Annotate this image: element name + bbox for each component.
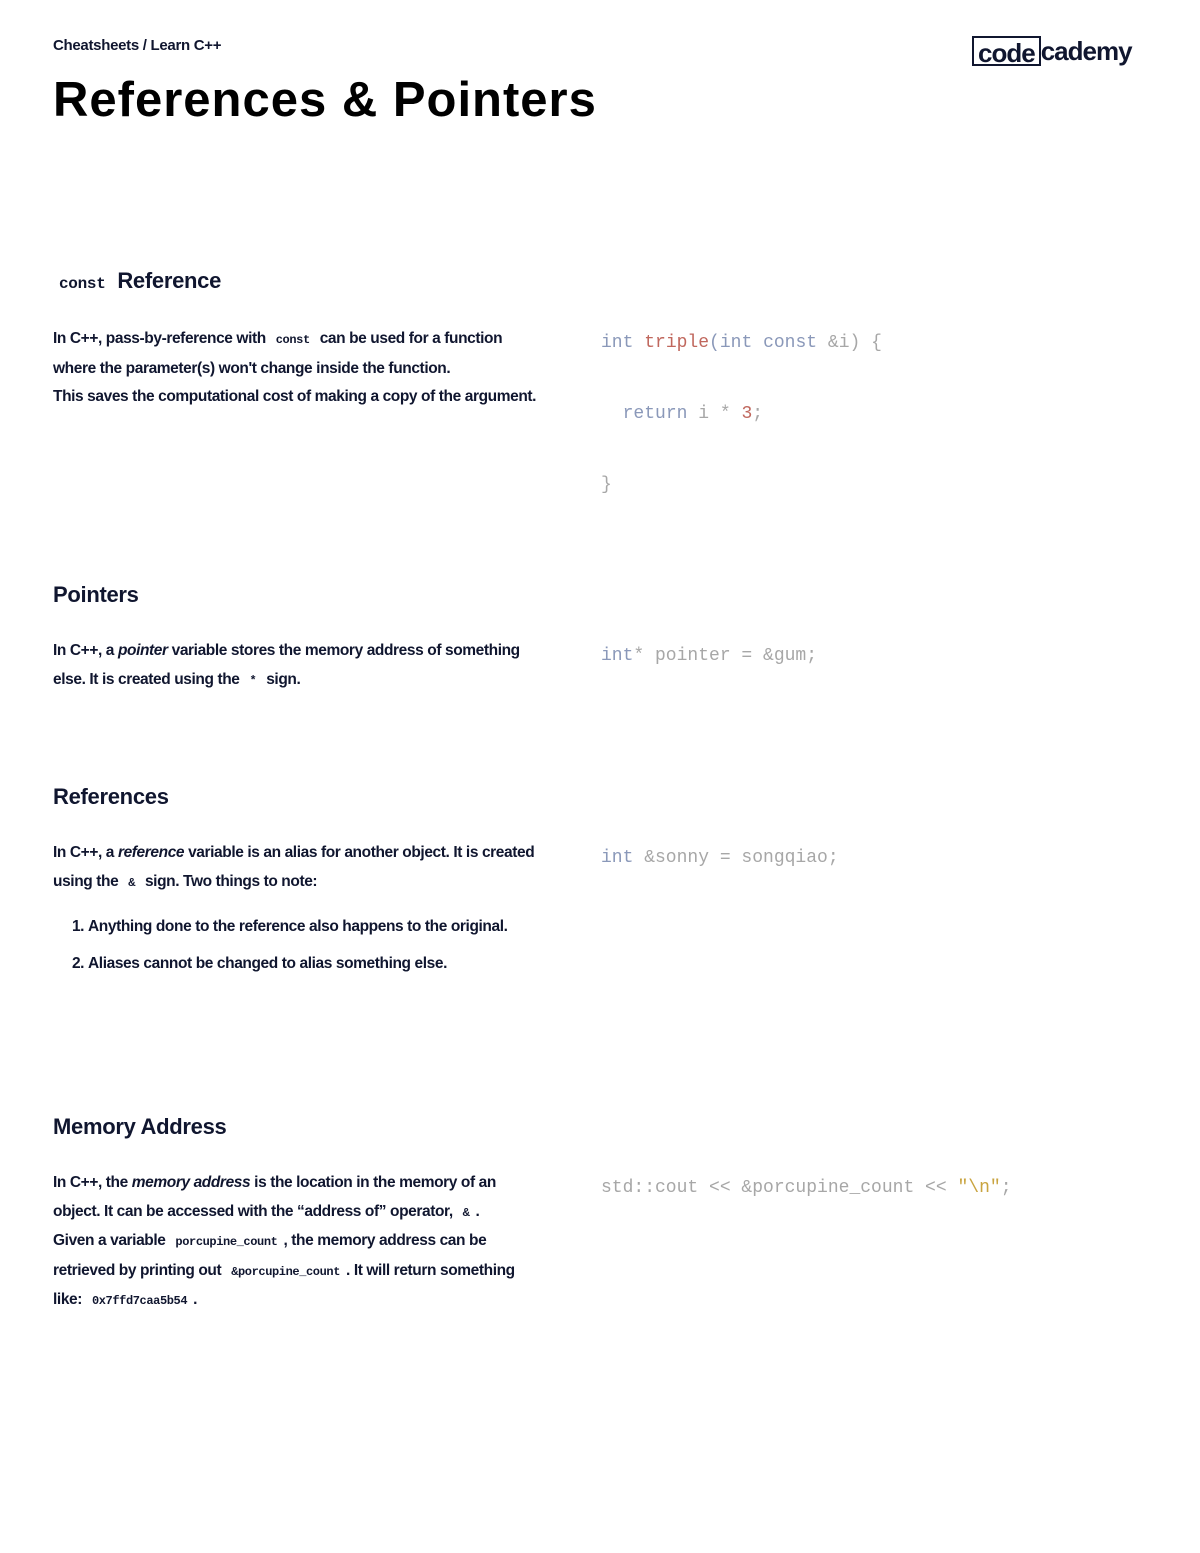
codecademy-logo[interactable] bbox=[972, 36, 1132, 66]
section-description bbox=[53, 1169, 543, 1316]
inline-code: &porcupine_count bbox=[231, 1264, 341, 1279]
logo-rest-text: cademy bbox=[1040, 36, 1132, 66]
section-pointers bbox=[53, 582, 1153, 688]
inline-code: porcupine_count bbox=[175, 1235, 278, 1249]
list-item: 2. Aliases cannot be changed to alias something else. bbox=[88, 950, 543, 979]
section-memory-address bbox=[53, 1114, 1153, 1308]
inline-code: 0x7ffd7caa5b54 bbox=[91, 1294, 188, 1308]
list-item: 1. Anything done to the reference also happens to the original. bbox=[88, 913, 543, 942]
section-heading: Pointers bbox=[53, 582, 139, 607]
description-paragraph: This saves the computational cost of making a copy of the argument. bbox=[53, 388, 537, 405]
section-heading: References bbox=[53, 784, 169, 809]
code-example: int &sonny = songqiao; bbox=[601, 848, 839, 868]
description-paragraph: In C++, the memory address is the location in the memory of an object. It can be accessed with the “address of” operator, & . bbox=[53, 1174, 496, 1220]
section-heading bbox=[53, 268, 1153, 294]
code-example: std::cout << &porcupine_count << "\n"; bbox=[601, 1178, 1012, 1198]
breadcrumb[interactable]: Cheatsheets / Learn C++ bbox=[53, 37, 222, 54]
section-description bbox=[53, 839, 543, 986]
inline-code: & bbox=[128, 875, 136, 890]
inline-code: const bbox=[275, 333, 310, 347]
section-heading: Memory Address bbox=[53, 1114, 227, 1139]
heading-text: Reference bbox=[117, 268, 222, 293]
description-paragraph: In C++, a reference variable is an alias for another object. It is created using the & sign. Two things to note: bbox=[53, 844, 535, 890]
section-const-reference bbox=[53, 268, 1153, 495]
code-example: int triple(int const &i) { return i * 3; } bbox=[601, 333, 882, 495]
notes-list bbox=[53, 913, 543, 978]
inline-code: * bbox=[249, 673, 257, 688]
section-references bbox=[53, 784, 1153, 972]
section-description bbox=[53, 325, 543, 412]
description-paragraph: In C++, pass-by-reference with const can be used for a function where the parameter(s) won't change inside the function. bbox=[53, 330, 503, 377]
description-paragraph: Given a variable porcupine_count , the memory address can be retrieved by printing out &porcupine_count . It will return something like: 0x7ffd7caa5b54 . bbox=[53, 1232, 515, 1308]
logo-box-text: code bbox=[972, 36, 1041, 66]
heading-code: const bbox=[59, 275, 106, 293]
page-title: References & Pointers bbox=[53, 73, 597, 127]
description-paragraph: In C++, a pointer variable stores the memory address of something else. It is created using the * sign. bbox=[53, 642, 520, 688]
code-example: int* pointer = &gum; bbox=[601, 646, 818, 666]
section-description bbox=[53, 637, 543, 695]
inline-code: & bbox=[462, 1205, 470, 1220]
